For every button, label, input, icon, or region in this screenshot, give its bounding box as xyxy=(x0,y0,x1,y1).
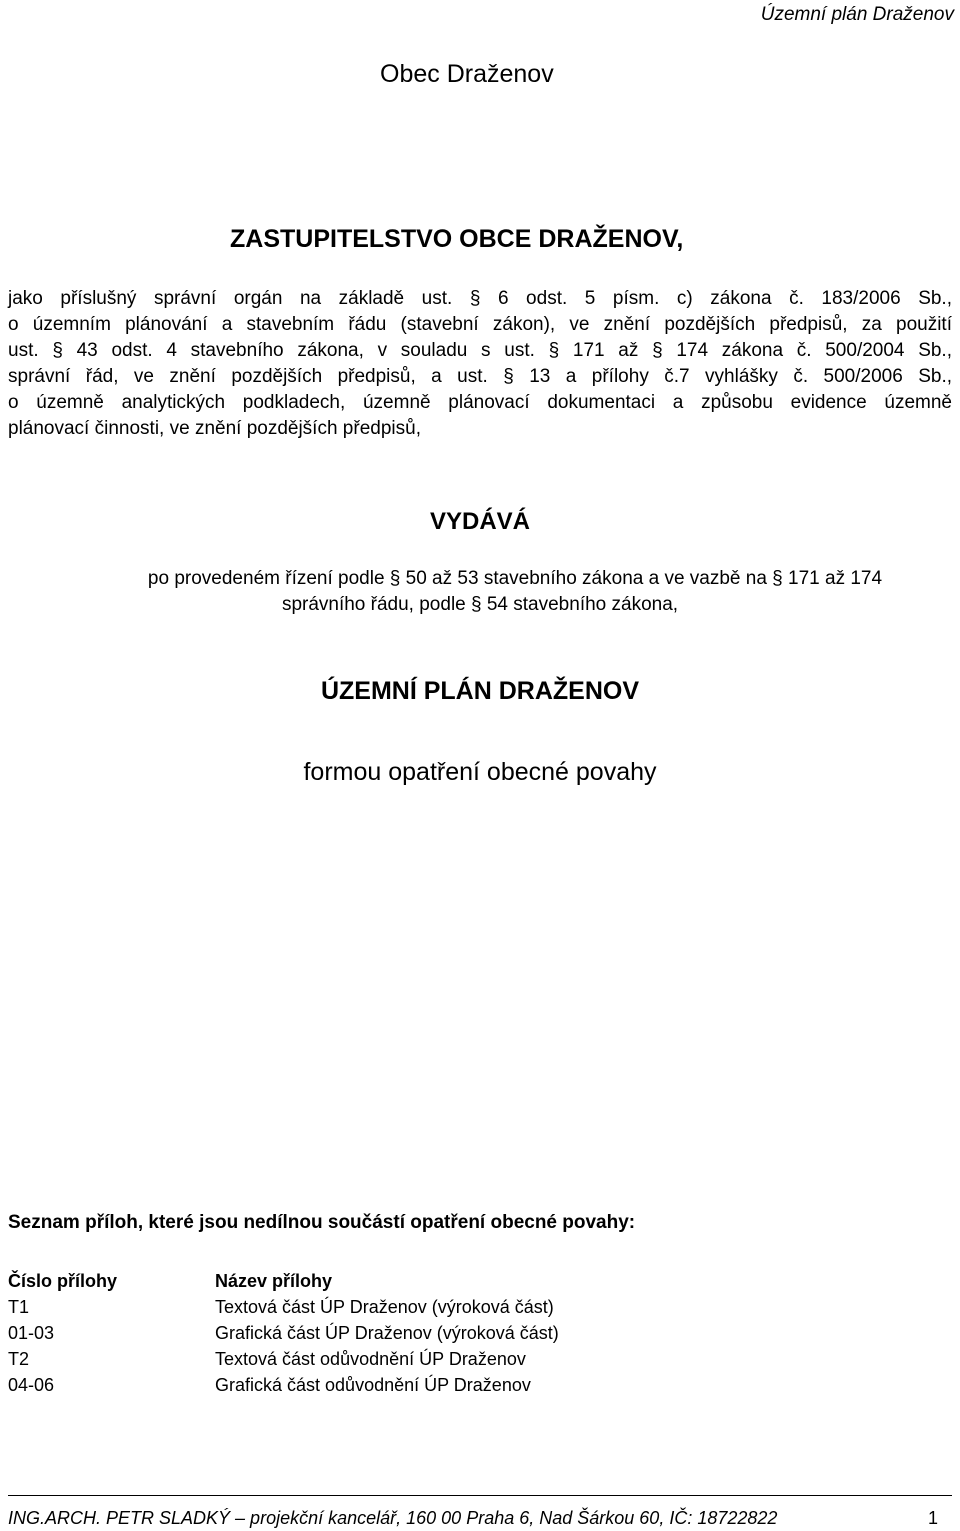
footer-office: ING.ARCH. PETR SLADKÝ – projekční kancelář, 160 00 Praha 6, Nad Šárkou 60, IČ: 18722822 xyxy=(8,1508,778,1528)
intro-line: správní řád, ve znění pozdějších předpisů, a ust. § 13 a přílohy č.7 vyhlášky č. 500/2006 Sb., xyxy=(8,366,952,387)
procedure-paragraph xyxy=(0,566,960,618)
attachment-name: Textová část ÚP Draženov (výroková část) xyxy=(215,1297,554,1317)
procedure-line: po provedeném řízení podle § 50 až 53 stavebního zákona a ve vazbě na § 171 až 174 xyxy=(147,568,883,589)
attachment-number: T2 xyxy=(8,1349,30,1369)
intro-line: o územně analytických podkladech, územně plánovací dokumentaci a způsobu evidence územně xyxy=(8,392,952,413)
footer-divider xyxy=(8,1495,952,1496)
vydava-heading: VYDÁVÁ xyxy=(429,508,531,535)
table-row xyxy=(8,1320,559,1346)
intro-line: plánovací činnosti, ve znění pozdějších předpisů, xyxy=(8,418,421,439)
attachment-number: 01-03 xyxy=(8,1323,55,1343)
intro-line: o územním plánování a stavebním řádu (stavební zákon), ve znění pozdějších předpisů, za použití xyxy=(8,314,952,335)
attachments-heading: Seznam příloh, které jsou nedílnou součástí opatření obecné povahy: xyxy=(8,1212,636,1233)
attachment-number: 04-06 xyxy=(8,1375,55,1395)
column-header-name: Název přílohy xyxy=(215,1271,333,1291)
intro-line: jako příslušný správní orgán na základě ust. § 6 odst. 5 písm. c) zákona č. 183/2006 Sb., xyxy=(8,288,952,309)
attachment-name: Grafická část odůvodnění ÚP Draženov xyxy=(215,1375,531,1395)
intro-paragraph xyxy=(8,286,952,442)
attachments-table-header xyxy=(8,1268,559,1294)
column-header-number: Číslo přílohy xyxy=(8,1271,118,1291)
procedure-line: správního řádu, podle § 54 stavebního zákona, xyxy=(281,594,679,615)
attachments-table xyxy=(8,1268,559,1398)
intro-line: ust. § 43 odst. 4 stavebního zákona, v souladu s ust. § 171 až § 174 zákona č. 500/2004 Sb., xyxy=(8,340,952,361)
plan-name-heading: ÚZEMNÍ PLÁN DRAŽENOV xyxy=(320,677,640,705)
issuer-heading: ZASTUPITELSTVO OBCE DRAŽENOV, xyxy=(230,225,684,253)
page-number: 1 xyxy=(927,1508,938,1528)
attachment-name: Grafická část ÚP Draženov (výroková část) xyxy=(215,1323,559,1343)
attachment-name: Textová část odůvodnění ÚP Draženov xyxy=(215,1349,526,1369)
table-row xyxy=(8,1372,559,1398)
attachment-number: T1 xyxy=(8,1297,30,1317)
running-header: Územní plán Draženov xyxy=(760,4,954,25)
table-row xyxy=(8,1346,559,1372)
page-title: Obec Draženov xyxy=(380,60,554,88)
plan-form-subtitle: formou opatření obecné povahy xyxy=(303,758,657,786)
table-row xyxy=(8,1294,559,1320)
